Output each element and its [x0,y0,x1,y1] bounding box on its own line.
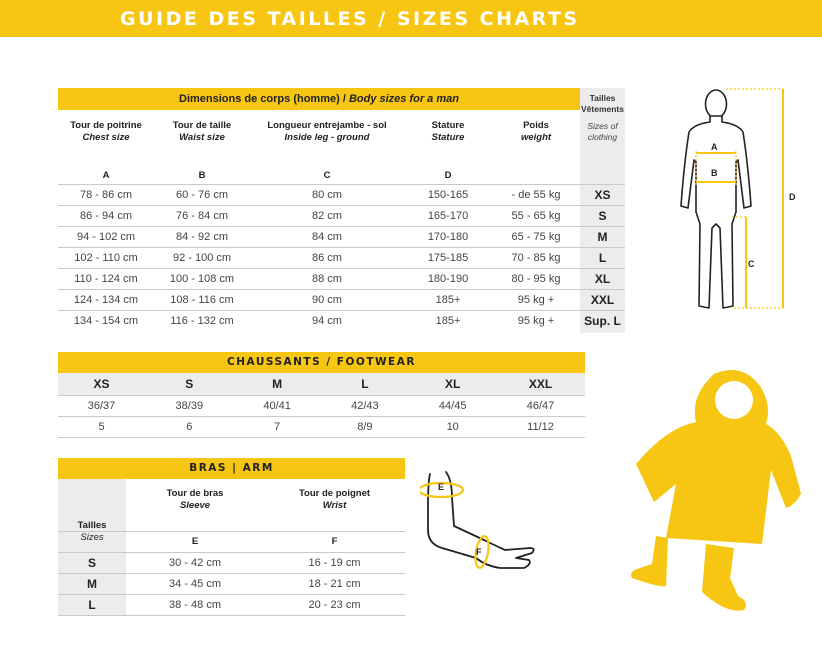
table-cell: 36/37 [87,400,116,412]
table-row [58,310,625,331]
table-cell: 116 - 132 cm [170,315,234,327]
table-row [58,552,405,573]
table-cell: 40/41 [263,400,291,412]
body-measurement-figure [672,84,807,316]
table-cell: 165-170 [427,210,469,222]
table-cell: 6 [186,421,193,433]
table-cell: 80 cm [312,189,342,201]
size-column-title [580,93,625,115]
column-header-chest [58,120,154,144]
header-banner [0,0,822,37]
table-cell: 108 - 116 cm [170,294,234,306]
column-header-en: Wrist [322,500,347,511]
figure-label-c: C [748,259,755,269]
boot-icon [631,536,668,586]
table-cell: 102 - 110 cm [74,252,138,264]
size-label: Sup. L [584,314,621,328]
table-row [58,268,625,289]
size-label: S [185,377,194,391]
table-cell: 60 - 76 cm [176,189,228,201]
column-letter: A [102,170,110,181]
divider [58,615,405,616]
table-cell: 175-185 [427,252,469,264]
arm-measurement-figure [420,462,550,577]
footwear-size-row [58,373,585,395]
table-cell: 55 - 65 kg [511,210,561,222]
table-row [58,184,625,205]
figure-label-f: F [476,547,482,557]
column-header-inside-leg [250,120,404,144]
table-cell: 42/43 [351,400,379,412]
size-column-subtitle-line2: clothing [587,132,618,142]
column-header-en: weight [520,132,552,143]
table-cell: 34 - 45 cm [169,578,221,590]
size-column-title-line1: Tailles [589,93,616,103]
table-cell: 7 [274,421,281,433]
footwear-table [58,352,585,438]
column-header-sleeve [126,488,264,512]
column-header-fr: Tour de bras [166,488,224,499]
table-cell: 92 - 100 cm [172,252,232,264]
table-cell: 94 - 102 cm [76,231,136,243]
table-cell: 86 - 94 cm [80,210,132,222]
body-sizes-header [58,88,580,110]
table-row [58,226,625,247]
column-letter: B [198,170,206,181]
column-letter: E [191,536,199,547]
table-cell: 38/39 [175,400,204,412]
table-cell: 88 cm [312,273,342,285]
boot-icon [702,544,746,611]
column-header-fr: Tour de taille [172,120,232,131]
table-cell: 30 - 42 cm [169,557,221,569]
column-header-fr: Tour de poignet [298,488,371,499]
column-letter: F [331,536,338,547]
table-cell: 134 - 154 cm [73,315,139,327]
table-cell: 78 - 86 cm [80,189,132,201]
size-label: S [87,556,96,570]
table-cell: 185+ [435,315,461,327]
column-header-en: Inside leg - ground [284,132,370,143]
column-header-en: Stature [431,132,465,143]
size-label: L [361,377,369,391]
table-cell: 70 - 85 kg [511,252,561,264]
table-cell: 44/45 [438,400,467,412]
table-cell: 80 - 95 kg [511,273,561,285]
raincoat-boots-illustration [626,366,822,616]
size-label: M [272,377,283,391]
size-label: L [598,251,607,265]
table-cell: 86 cm [312,252,342,264]
arm-table [58,458,405,616]
table-row [58,573,405,594]
table-cell: 16 - 19 cm [308,557,361,569]
table-cell: 46/47 [526,400,555,412]
arm-size-label-fr: Tailles [77,520,107,531]
table-cell: 95 kg + [517,315,555,327]
figure-label-b: B [711,168,718,178]
size-label: M [597,230,608,244]
hood-face-icon [715,381,753,419]
table-cell: 170-180 [427,231,469,243]
table-cell: 95 kg + [517,294,555,306]
body-silhouette [681,90,751,308]
column-header-fr: Poids [523,120,549,131]
table-row [58,289,625,310]
size-column-title-line2: Vêtements [581,104,624,114]
column-header-stature [404,120,492,144]
size-label: XS [594,188,611,202]
column-header-en: Sleeve [179,500,211,511]
column-letter: D [444,170,452,181]
column-header-weight [492,120,580,144]
table-row [58,416,585,437]
column-header-fr: Stature [431,120,465,131]
column-header-fr: Longueur entrejambe - sol [267,120,387,131]
column-header-en: Chest size [82,132,130,143]
table-cell: 90 cm [312,294,342,306]
table-cell: 110 - 124 cm [74,273,138,285]
table-cell: 84 cm [312,231,342,243]
table-cell: 94 cm [312,315,342,327]
table-cell: 11/12 [527,421,554,433]
table-row [58,395,585,416]
figure-label-e: E [438,482,445,492]
size-label: XL [594,272,611,286]
table-cell: - de 55 kg [511,189,561,201]
table-row [58,247,625,268]
body-sizes-title-en: Body sizes for a man [348,93,459,105]
table-row [58,205,625,226]
table-cell: 8/9 [357,421,373,433]
size-label: M [87,577,97,591]
page-title: GUIDE DES TAILLES / SIZES CHARTS [120,8,580,30]
table-cell: 185+ [435,294,461,306]
column-header-waist [154,120,250,144]
table-cell: 18 - 21 cm [308,578,361,590]
size-label: L [88,598,96,612]
size-label: XXL [590,293,615,307]
table-cell: 84 - 92 cm [176,231,228,243]
table-cell: 150-165 [427,189,469,201]
table-cell: 65 - 75 kg [511,231,561,243]
table-cell: 20 - 23 cm [308,599,361,611]
column-letter: C [323,170,331,181]
letters-row [58,531,405,552]
arm-header: BRAS | ARM [58,458,405,479]
size-column-subtitle-line1: Sizes of [587,121,618,131]
size-label: XL [445,377,461,391]
table-cell: 180-190 [427,273,469,285]
size-label: XS [93,377,110,391]
figure-label-a: A [711,142,718,152]
size-label: S [598,209,607,223]
table-cell: 10 [446,421,459,433]
table-cell: 76 - 84 cm [176,210,228,222]
column-header-en: Waist size [179,132,225,143]
divider [58,437,585,438]
column-header-fr: Tour de poitrine [70,120,142,131]
size-label: XXL [528,377,553,391]
table-cell: 5 [98,421,105,433]
table-cell: 82 cm [312,210,342,222]
arm-size-label-en: Sizes [80,532,104,543]
body-sizes-title-fr: Dimensions de corps (homme) / [179,93,349,105]
figure-label-d: D [789,192,796,202]
size-column-subtitle [580,121,625,143]
column-header-wrist [264,488,405,512]
body-sizes-table [58,88,625,333]
footwear-header: CHAUSSANTS / FOOTWEAR [58,352,585,373]
table-cell: 100 - 108 cm [169,273,235,285]
table-cell: 124 - 134 cm [73,294,139,306]
table-row [58,594,405,615]
table-cell: 38 - 48 cm [169,599,221,611]
